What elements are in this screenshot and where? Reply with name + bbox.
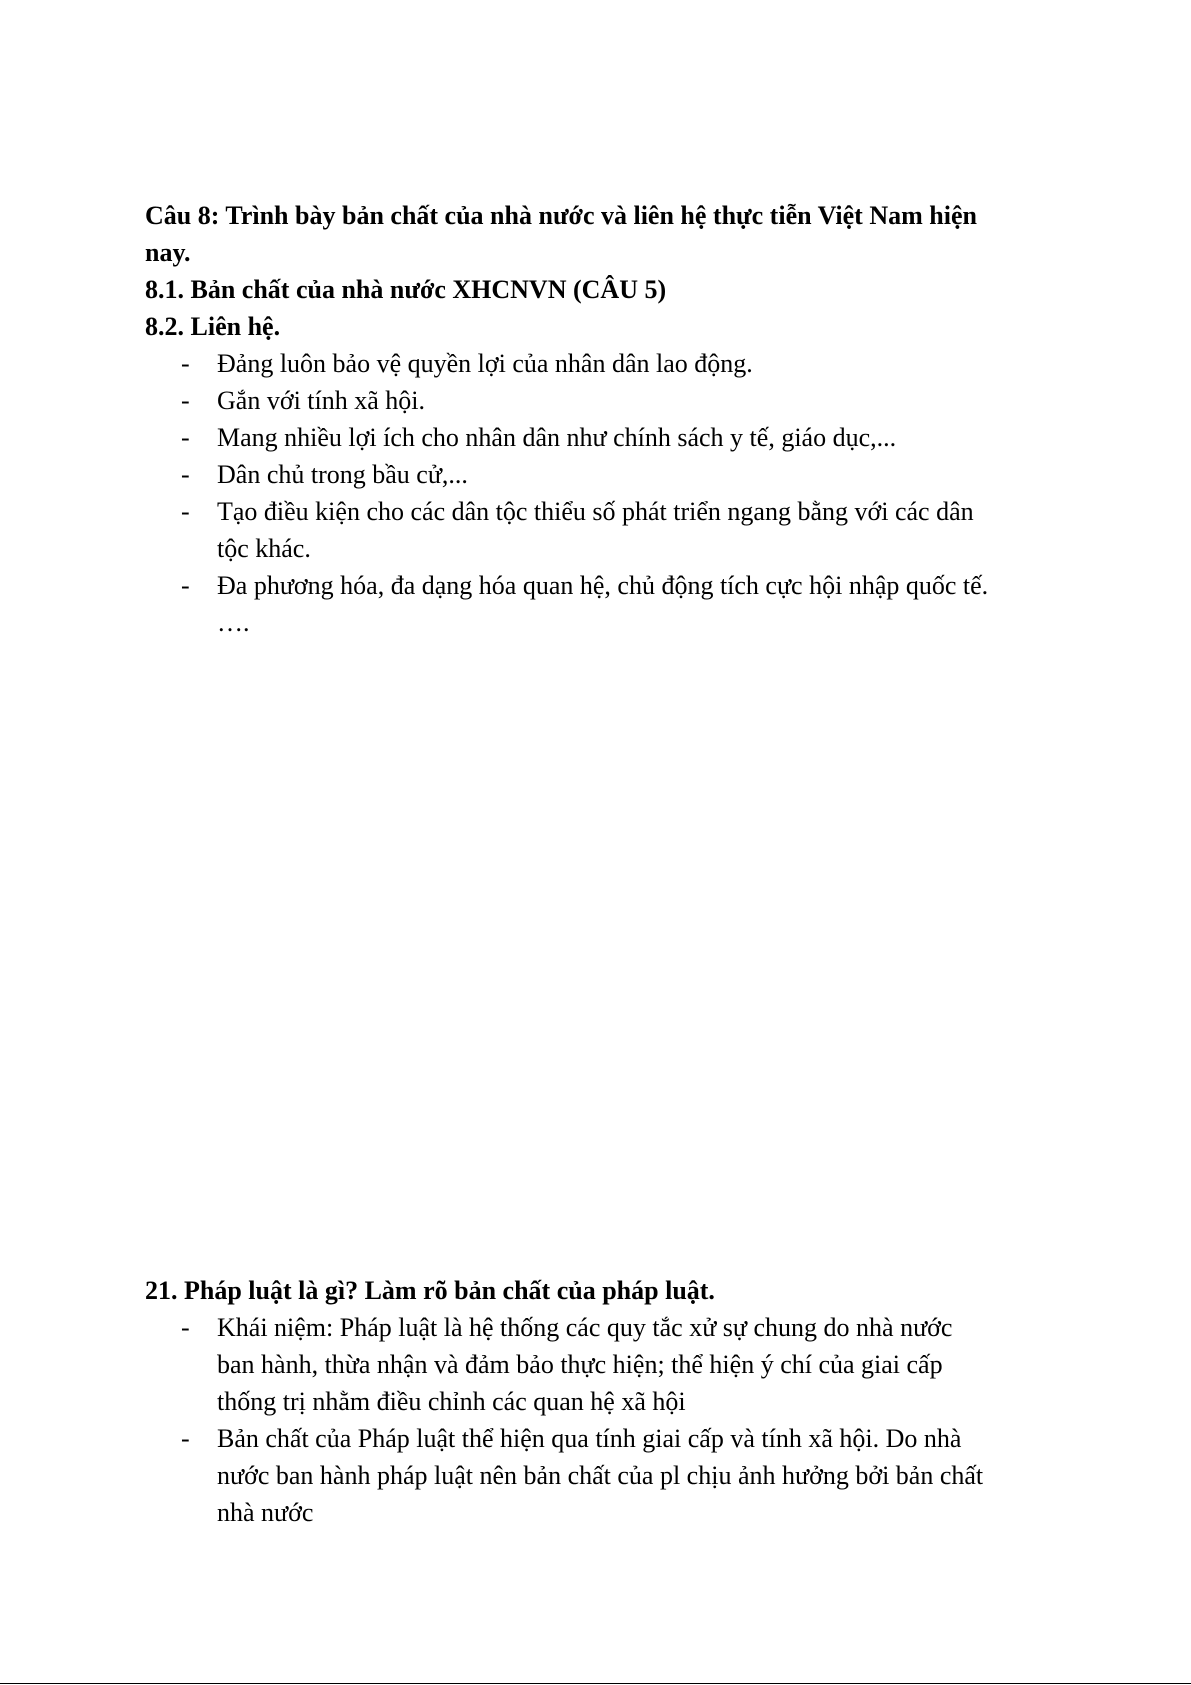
list-dash: - bbox=[181, 497, 190, 526]
section-8-1-heading: 8.1. Bản chất của nhà nước XHCNVN (CÂU 5) bbox=[145, 275, 667, 304]
list-item bbox=[145, 1309, 1065, 1420]
list-dash: - bbox=[181, 571, 190, 600]
list-item bbox=[145, 567, 1065, 604]
section-8 bbox=[145, 197, 1065, 641]
list-item-text: Đa phương hóa, đa dạng hóa quan hệ, chủ động tích cực hội nhập quốc tế. bbox=[217, 571, 989, 600]
list-item-text: Đảng luôn bảo vệ quyền lợi của nhân dân lao động. bbox=[217, 349, 753, 378]
list-dash: - bbox=[181, 460, 190, 489]
list-dash: - bbox=[181, 1424, 190, 1453]
list-item bbox=[145, 419, 1065, 456]
list-item-text: Dân chủ trong bầu cử,... bbox=[217, 460, 468, 489]
list-item-text: Bản chất của Pháp luật thể hiện qua tính giai cấp và tính xã hội. Do nhà bbox=[217, 1424, 962, 1453]
list-item-text: nước ban hành pháp luật nên bản chất của pl chịu ảnh hưởng bởi bản chất bbox=[217, 1461, 984, 1490]
list-dash: - bbox=[181, 349, 190, 378]
list-item-text: Khái niệm: Pháp luật là hệ thống các quy tắc xử sự chung do nhà nước bbox=[217, 1313, 953, 1342]
list-dash: - bbox=[181, 386, 190, 415]
list-item bbox=[145, 382, 1065, 419]
section-8-title-line-1: Câu 8: Trình bày bản chất của nhà nước và liên hệ thực tiễn Việt Nam hiện bbox=[145, 201, 977, 230]
section-21-title: 21. Pháp luật là gì? Làm rõ bản chất của pháp luật. bbox=[145, 1276, 715, 1305]
list-item-text: Tạo điều kiện cho các dân tộc thiểu số phát triển ngang bằng với các dân bbox=[217, 497, 974, 526]
list-item bbox=[145, 1420, 1065, 1531]
page-bottom-rule bbox=[0, 1683, 1191, 1684]
list-item-text: thống trị nhằm điều chỉnh các quan hệ xã hội bbox=[217, 1387, 686, 1416]
list-dash: - bbox=[181, 1313, 190, 1342]
list-dash: - bbox=[181, 423, 190, 452]
section-8-2-heading: 8.2. Liên hệ. bbox=[145, 312, 281, 341]
list-item-text: Mang nhiều lợi ích cho nhân dân như chính sách y tế, giáo dục,... bbox=[217, 423, 897, 452]
section-21 bbox=[145, 1272, 1065, 1531]
list-item-text: ban hành, thừa nhận và đảm bảo thực hiện; thể hiện ý chí của giai cấp bbox=[217, 1350, 943, 1379]
list-item bbox=[145, 493, 1065, 567]
list-item-text: Gắn với tính xã hội. bbox=[217, 386, 425, 415]
ellipsis: …. bbox=[217, 608, 250, 637]
list-item-text: tộc khác. bbox=[217, 534, 311, 563]
list-item bbox=[145, 456, 1065, 493]
list-item bbox=[145, 345, 1065, 382]
section-8-title-line-2: nay. bbox=[145, 238, 191, 267]
list-item-text: nhà nước bbox=[217, 1498, 314, 1527]
